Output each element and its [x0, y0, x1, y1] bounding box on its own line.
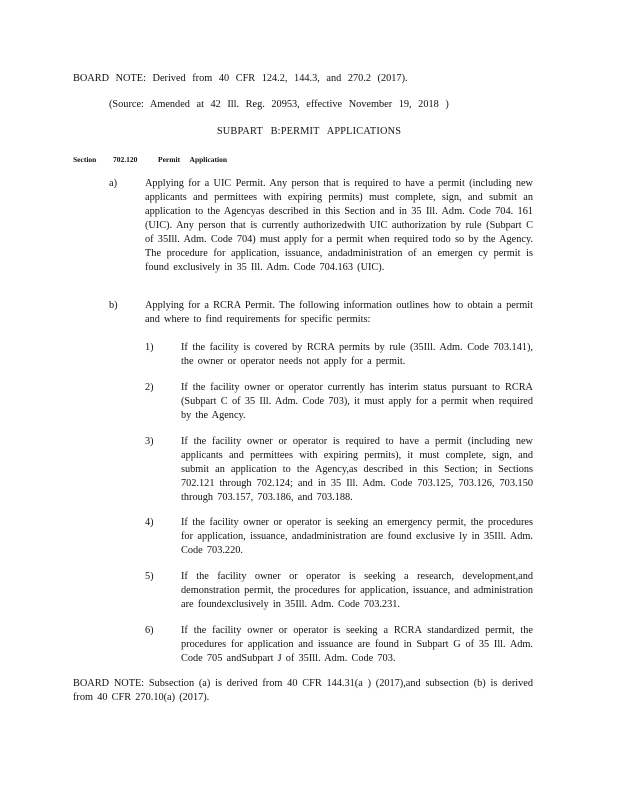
subparagraph-text: If the facility is covered by RCRA permits by rule (35Ill. Adm. Code 703.141), the owner or operator needs not apply for a permit.: [181, 342, 533, 367]
paragraph-b-text: Applying for a RCRA Permit. The following information outlines how to obtain a permit and where to find requirements for specific permits:: [145, 300, 533, 325]
paragraph-a-text: Applying for a UIC Permit. Any person that is required to have a permit (including new applicants and permittees with expiring permits) must complete, sign, and submit an application to the Agencyas described in this Section and in 35 Ill. Adm. Code 704. 161 (UIC). Any person that is currently authorizedwith UIC authorization by rule (Subpart C of 35Ill. Adm. Code 704) must apply for a permit when required todo so by the Agency. The procedure for application, issuance, andadministration of an emergen cy permit is found exclusively in 35 Ill. Adm. Code 704.163 (UIC).: [145, 178, 533, 273]
subparagraph-marker: 4): [145, 517, 154, 528]
board-note-top: BOARD NOTE: Derived from 40 CFR 124.2, 144.3, and 270.2 (2017).: [73, 73, 408, 84]
subparagraph-marker: 2): [145, 382, 154, 393]
paragraph-a-marker: a): [109, 178, 117, 189]
subparagraph-text: If the facility owner or operator is seeking a RCRA standardized permit, the procedures for application and issuance are found in Subpart G of 35 Ill. Adm. Code 705 andSubpart J of 35Ill. Adm. Code 703.: [181, 625, 533, 664]
subparagraph-marker: 1): [145, 342, 154, 353]
section-label: Section: [73, 155, 97, 164]
subparagraph-marker: 3): [145, 436, 154, 447]
subparagraph-text: If the facility owner or operator is seeking a research, development,and demonstration permit, the procedures for application, issuance, and administration are foundexclusively in 35Ill. Adm. Code 703.231.: [181, 571, 533, 610]
section-title: Permit Application: [158, 155, 228, 164]
paragraph-b-marker: b): [109, 300, 118, 311]
section-heading: [73, 153, 373, 167]
section-number: 702.120: [113, 155, 138, 164]
subparagraph-text: If the facility owner or operator currently has interim status pursuant to RCRA (Subpart C of 35 Ill. Adm. Code 703), it must apply for a permit when required by the Agency.: [181, 382, 533, 421]
subpart-title: SUBPART B:PERMIT APPLICATIONS: [216, 126, 402, 137]
subparagraph-marker: 6): [145, 625, 154, 636]
source-note: (Source: Amended at 42 Ill. Reg. 20953, effective November 19, 2018 ): [109, 99, 449, 110]
board-note-bottom: BOARD NOTE: Subsection (a) is derived from 40 CFR 144.31(a ) (2017),and subsection (b) is derived from 40 CFR 270.10(a) (2017).: [73, 678, 533, 703]
subparagraph-text: If the facility owner or operator is seeking an emergency permit, the procedures for application, issuance, andadministration are found exclusive ly in 35Ill. Adm. Code 703.220.: [181, 517, 533, 556]
subparagraph-marker: 5): [145, 571, 154, 582]
subparagraph-text: If the facility owner or operator is required to have a permit (including new applicants and permittees with expiring permits), it must complete, sign, and submit an application to the Agency,as described in this Section; in Sections 702.121 through 702.124; and in 35 Ill. Adm. Code 703.125, 703.126, 703.150 through 703.157, 703.186, and 703.188.: [181, 436, 533, 503]
